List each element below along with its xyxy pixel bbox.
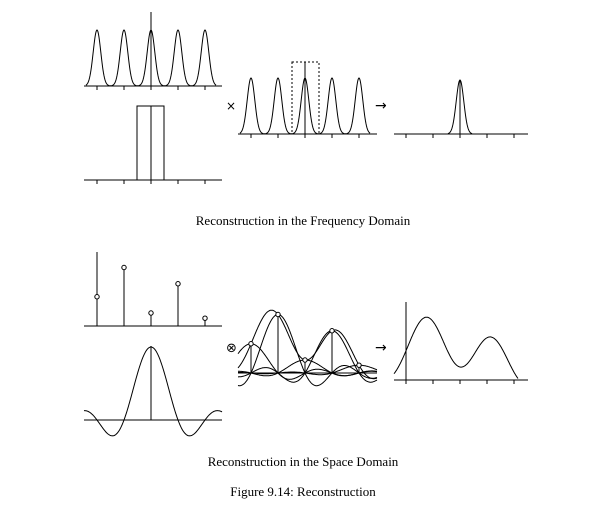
sinc-curve bbox=[84, 347, 222, 436]
x-ticks bbox=[406, 134, 514, 138]
isolated-spectrum-plot bbox=[394, 80, 528, 138]
reconstructed-plot bbox=[394, 302, 528, 384]
replicated-spectrum-plot bbox=[84, 12, 222, 90]
sample-stems bbox=[95, 265, 207, 326]
sample-point bbox=[276, 312, 280, 316]
figure-caption: Figure 9.14: Reconstruction bbox=[230, 484, 376, 499]
sample-point bbox=[303, 358, 307, 362]
x-ticks bbox=[251, 134, 359, 138]
sample-point bbox=[357, 363, 361, 367]
filtered-spectrum-plot bbox=[238, 62, 377, 138]
sample-point bbox=[95, 295, 99, 299]
sample-point bbox=[176, 282, 180, 286]
convolution-plot bbox=[238, 310, 377, 386]
sample-point bbox=[330, 329, 334, 333]
sample-stems bbox=[249, 312, 361, 373]
sample-point bbox=[249, 342, 253, 346]
sample-point bbox=[203, 316, 207, 320]
convolve-operator: ⊗ bbox=[226, 341, 237, 356]
sample-point bbox=[122, 265, 126, 269]
multiply-operator: × bbox=[226, 99, 237, 113]
samples-plot bbox=[84, 252, 222, 326]
frequency-caption: Reconstruction in the Frequency Domain bbox=[195, 213, 411, 228]
x-ticks bbox=[406, 380, 514, 384]
box-filter-plot bbox=[84, 106, 222, 184]
arrow-top: → bbox=[375, 98, 387, 114]
x-ticks bbox=[97, 86, 205, 90]
x-ticks bbox=[97, 180, 205, 184]
sinc-filter-plot bbox=[84, 346, 222, 436]
reconstructed-curve bbox=[394, 317, 518, 378]
space-caption: Reconstruction in the Space Domain bbox=[207, 454, 399, 469]
arrow-bottom: → bbox=[375, 340, 387, 356]
sample-point bbox=[149, 311, 153, 315]
